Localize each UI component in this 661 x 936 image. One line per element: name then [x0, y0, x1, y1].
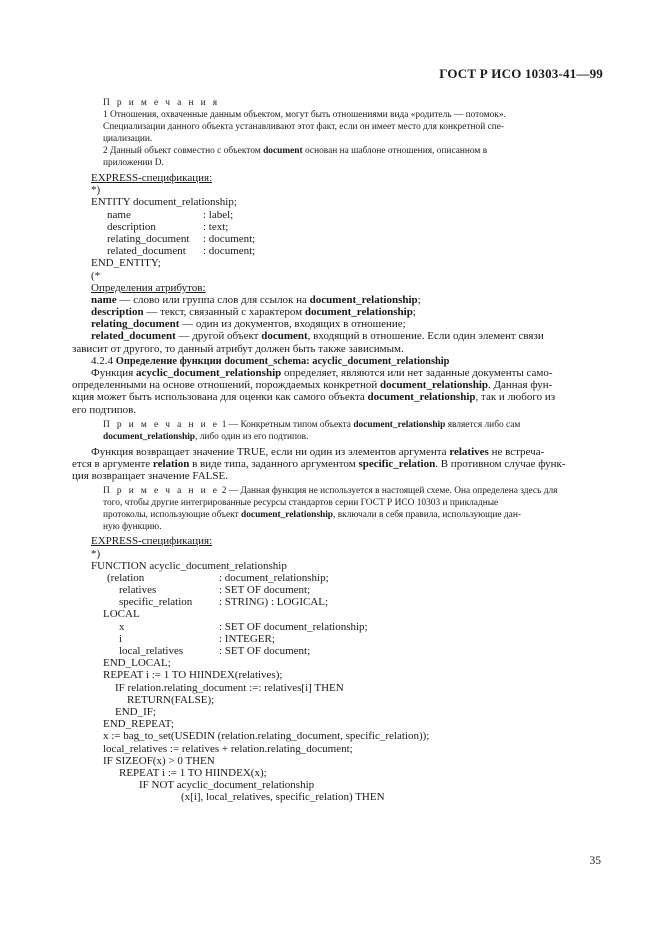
end-if: END_IF;: [115, 705, 156, 718]
entity-declaration: ENTITY document_relationship;: [91, 196, 237, 209]
local-var-row: i : INTEGER;: [119, 632, 275, 645]
recursive-call-args: (x[i], local_relatives, specific_relation) THEN: [181, 791, 385, 804]
function-description: [72, 367, 599, 416]
function-param-row: specific_relation : STRING) : LOGICAL;: [119, 596, 329, 609]
section-heading: 4.2.4 Определение функции document_schema: acyclic_document_relationship: [91, 354, 450, 367]
end-repeat: END_REPEAT;: [103, 718, 174, 731]
note-2-line-2: приложении D.: [103, 158, 164, 168]
express-spec-function: [91, 535, 599, 803]
entity-attr-row: related_document : document;: [107, 245, 256, 258]
note-2-line-1: 2 Данный объект совместно с объектом document основан на шаблоне отношения, описанном в: [103, 146, 488, 156]
note-1-line-2: Специализации данного объекта устанавливают этот факт, если он имеет место для конкретной спе-: [103, 122, 505, 132]
para1-line-3: кция может быть использована для оценки как самого объекта document_relationship, так и любого из: [72, 391, 556, 404]
note-line: document_relationship, либо один из его подтипов.: [103, 431, 309, 442]
definition-name: name — слово или группа слов для ссылок на document_relationship;: [91, 293, 421, 306]
if-sizeof: IF SIZEOF(x) > 0 THEN: [103, 754, 215, 767]
note-1-line-1: 1 Отношения, охваченные данным объектом, могут быть отношениями вида «родитель — потомок».: [103, 110, 506, 120]
definition-related-document-cont: зависит от другого, то данный атрибут должен быть также зависимым.: [72, 342, 404, 355]
x-assignment: x := bag_to_set(USEDIN (relation.relating_document, specific_relation));: [103, 730, 430, 743]
entity-attr-row: relating_document : document;: [107, 232, 256, 245]
para2-line-2: ется в аргументе relation в виде типа, заданного аргументом specific_relation. В противном случае функ-: [72, 457, 566, 470]
if-relating-check: IF relation.relating_document :=: relatives[i] THEN: [115, 681, 344, 694]
note-block-2: [103, 485, 599, 533]
note-line: протоколы, использующие объект document_relationship, включали в себя правила, использующие дан-: [103, 510, 521, 521]
ref-document: document: [263, 146, 303, 156]
return-description: [72, 445, 599, 483]
page-number: 35: [589, 855, 601, 867]
local-relatives-assignment: local_relatives := relatives + relation.relating_document;: [103, 742, 353, 755]
notes-heading: П р и м е ч а н и я: [103, 98, 220, 108]
page-content: [72, 97, 599, 804]
attribute-definitions: [72, 281, 599, 355]
para2-line-3: ция возвращает значение FALSE.: [72, 470, 228, 483]
repeat-loop-2: REPEAT i := 1 TO HIINDEX(x);: [119, 766, 267, 779]
note-line: ную функцию.: [103, 522, 162, 533]
definition-description: description — текст, связанный с характером document_relationship;: [91, 306, 416, 319]
end-entity: END_ENTITY;: [91, 257, 161, 270]
repeat-loop-1: REPEAT i := 1 TO HIINDEX(relatives);: [103, 669, 283, 682]
note-1-line-3: циализации.: [103, 134, 153, 144]
para1-line-1: Функция acyclic_document_relationship определяет, являются или нет заданные документы само-: [91, 367, 553, 379]
entity-attr-row: description : text;: [107, 220, 229, 233]
express-open: *): [91, 184, 101, 197]
if-not-acyclic: IF NOT acyclic_document_relationship: [139, 779, 315, 792]
note-line: того, чтобы другие интегрированные ресурсы стандартов серии ГОСТ Р ИСО 10303 и прикладные: [103, 498, 499, 509]
note-line: П р и м е ч а н и е 2 — Данная функция не используется в настоящей схеме. Она определена здесь для: [103, 486, 558, 497]
express-spec-entity: [91, 172, 599, 282]
express-label: EXPRESS-спецификация:: [91, 172, 213, 184]
local-keyword: LOCAL: [103, 608, 140, 621]
local-var-row: local_relatives : SET OF document;: [119, 645, 311, 657]
para2-line-1: Функция возвращает значение TRUE, если ни один из элементов аргумента relatives не встреча-: [91, 445, 545, 458]
notes-block: [103, 97, 599, 169]
para1-line-4: его подтипов.: [72, 403, 137, 416]
definition-relating-document: relating_document — один из документов, входящих в отношение;: [91, 318, 406, 331]
definitions-label: Определения атрибутов:: [91, 281, 206, 294]
function-param-row: (relation : document_relationship;: [107, 571, 329, 584]
standard-header: ГОСТ Р ИСО 10303-41—99: [439, 66, 603, 81]
express-label: EXPRESS-спецификация:: [91, 535, 213, 548]
note-line: П р и м е ч а н и е 1 — Конкретным типом объекта document_relationship является либо сам: [103, 419, 521, 430]
function-param-row: relatives : SET OF document;: [119, 584, 311, 597]
local-var-row: x : SET OF document_relationship;: [119, 620, 368, 633]
return-false: RETURN(FALSE);: [127, 693, 215, 706]
express-open: *): [91, 547, 101, 560]
note-block-1: [103, 419, 599, 443]
para1-line-2: определенными на основе отношений, порождаемых конкретной document_relationship. Данная фун-: [72, 379, 553, 392]
definition-related-document: related_document — другой объект document, входящий в отношение. Если один элемент связи: [91, 330, 544, 343]
entity-attr-row: name : label;: [107, 208, 234, 221]
function-declaration: FUNCTION acyclic_document_relationship: [91, 559, 287, 572]
express-close: (*: [91, 269, 101, 282]
end-local: END_LOCAL;: [103, 657, 171, 670]
